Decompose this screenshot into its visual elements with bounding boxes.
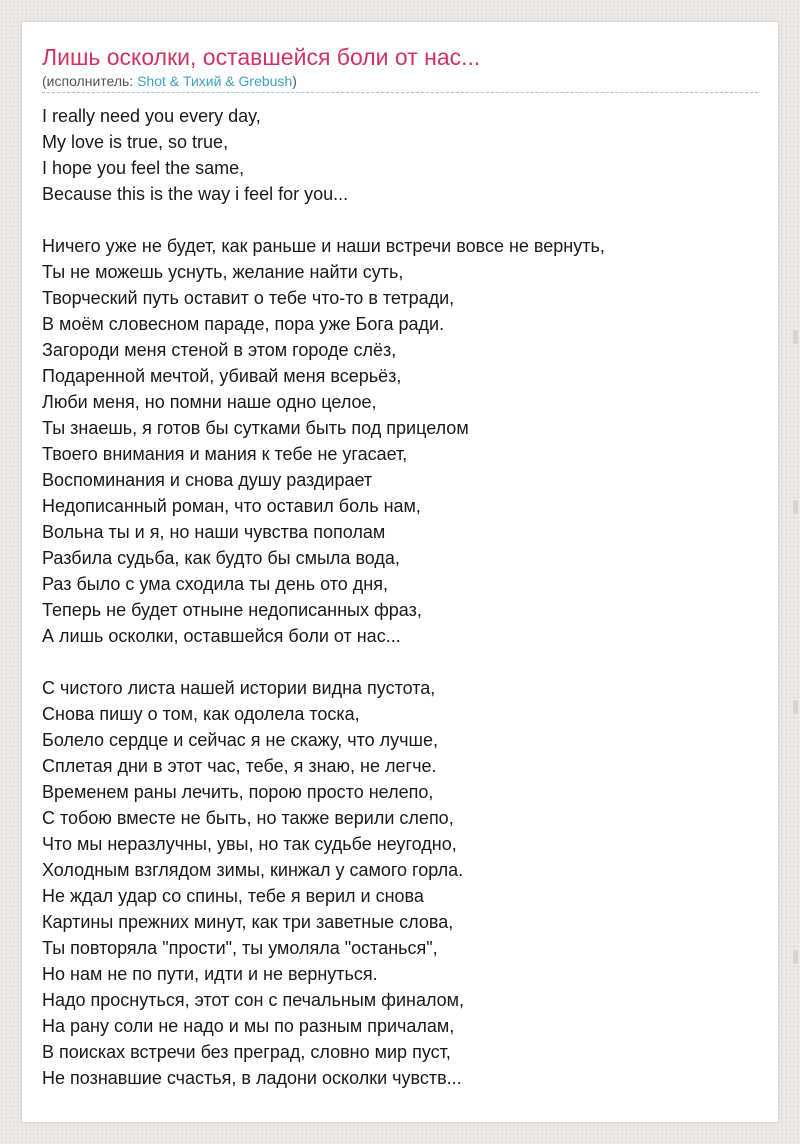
lyric-line: Холодным взглядом зимы, кинжал у самого горла.	[42, 860, 464, 880]
verse-1	[42, 103, 758, 207]
lyric-line: Творческий путь оставит о тебе что-то в тетради,	[42, 288, 455, 308]
page-edge-marks	[792, 0, 798, 1144]
lyric-line: Твоего внимания и мания к тебе не угасает,	[42, 444, 408, 464]
lyric-line: Что мы неразлучны, увы, но так судьбе неугодно,	[42, 834, 457, 854]
verse-3	[42, 675, 758, 1091]
lyric-line: Ты знаешь, я готов бы сутками быть под прицелом	[42, 418, 469, 438]
lyric-line: Теперь не будет отныне недописанных фраз,	[42, 600, 422, 620]
lyric-line: Но нам не по пути, идти и не вернуться.	[42, 964, 378, 984]
lyric-line: Картины прежних минут, как три заветные слова,	[42, 912, 454, 932]
lyric-line: Не ждал удар со спины, тебе я верил и снова	[42, 886, 424, 906]
artist-prefix: (исполнитель:	[42, 73, 138, 89]
artist-suffix: )	[292, 73, 297, 89]
lyric-line: Не познавшие счастья, в ладони осколки чувств...	[42, 1068, 462, 1088]
lyric-line: Болело сердце и сейчас я не скажу, что лучше,	[42, 730, 438, 750]
lyric-line: Снова пишу о том, как одолела тоска,	[42, 704, 360, 724]
lyric-line: Люби меня, но помни наше одно целое,	[42, 392, 377, 412]
edge-mark	[793, 330, 798, 344]
lyrics-body	[42, 103, 758, 1091]
lyric-line: Надо проснуться, этот сон с печальным финалом,	[42, 990, 465, 1010]
song-title: Лишь осколки, оставшейся боли от нас...	[42, 44, 481, 70]
lyric-line: Сплетая дни в этот час, тебе, я знаю, не легче.	[42, 756, 437, 776]
lyric-line: Because this is the way i feel for you...	[42, 184, 349, 204]
lyric-line: С чистого листа нашей истории видна пустота,	[42, 678, 436, 698]
lyric-line: Разбила судьба, как будто бы смыла вода,	[42, 548, 400, 568]
edge-mark	[793, 700, 798, 714]
lyric-line: На рану соли не надо и мы по разным причалам,	[42, 1016, 455, 1036]
lyric-line: Воспоминания и снова душу раздирает	[42, 470, 373, 490]
lyric-line: С тобою вместе не быть, но также верили слепо,	[42, 808, 454, 828]
verse-2	[42, 233, 758, 649]
lyric-line: В моём словесном параде, пора уже Бога ради.	[42, 314, 445, 334]
lyric-line: Раз было с ума сходила ты день ото дня,	[42, 574, 388, 594]
lyric-line: В поисках встречи без преград, словно мир пуст,	[42, 1042, 451, 1062]
lyric-line: Временем раны лечить, порою просто нелепо,	[42, 782, 434, 802]
artist-link[interactable]: Shot & Тихий & Grebush	[137, 73, 293, 89]
lyric-line: Подаренной мечтой, убивай меня всерьёз,	[42, 366, 402, 386]
lyric-line: Вольна ты и я, но наши чувства пополам	[42, 522, 386, 542]
lyric-line: А лишь осколки, оставшейся боли от нас...	[42, 626, 401, 646]
edge-mark	[793, 500, 798, 514]
lyric-line: My love is true, so true,	[42, 132, 229, 152]
lyric-line: Ничего уже не будет, как раньше и наши встречи вовсе не вернуть,	[42, 236, 605, 256]
lyric-line: Недописанный роман, что оставил боль нам,	[42, 496, 421, 516]
lyric-line: I hope you feel the same,	[42, 158, 245, 178]
lyric-line: Ты не можешь уснуть, желание найти суть,	[42, 262, 404, 282]
edge-mark	[793, 950, 798, 964]
artist-line	[42, 72, 758, 93]
lyric-line: I really need you every day,	[42, 106, 261, 126]
lyric-line: Загороди меня стеной в этом городе слёз,	[42, 340, 397, 360]
lyric-line: Ты повторяла "прости", ты умоляла "останься",	[42, 938, 438, 958]
lyrics-card	[22, 22, 778, 1122]
